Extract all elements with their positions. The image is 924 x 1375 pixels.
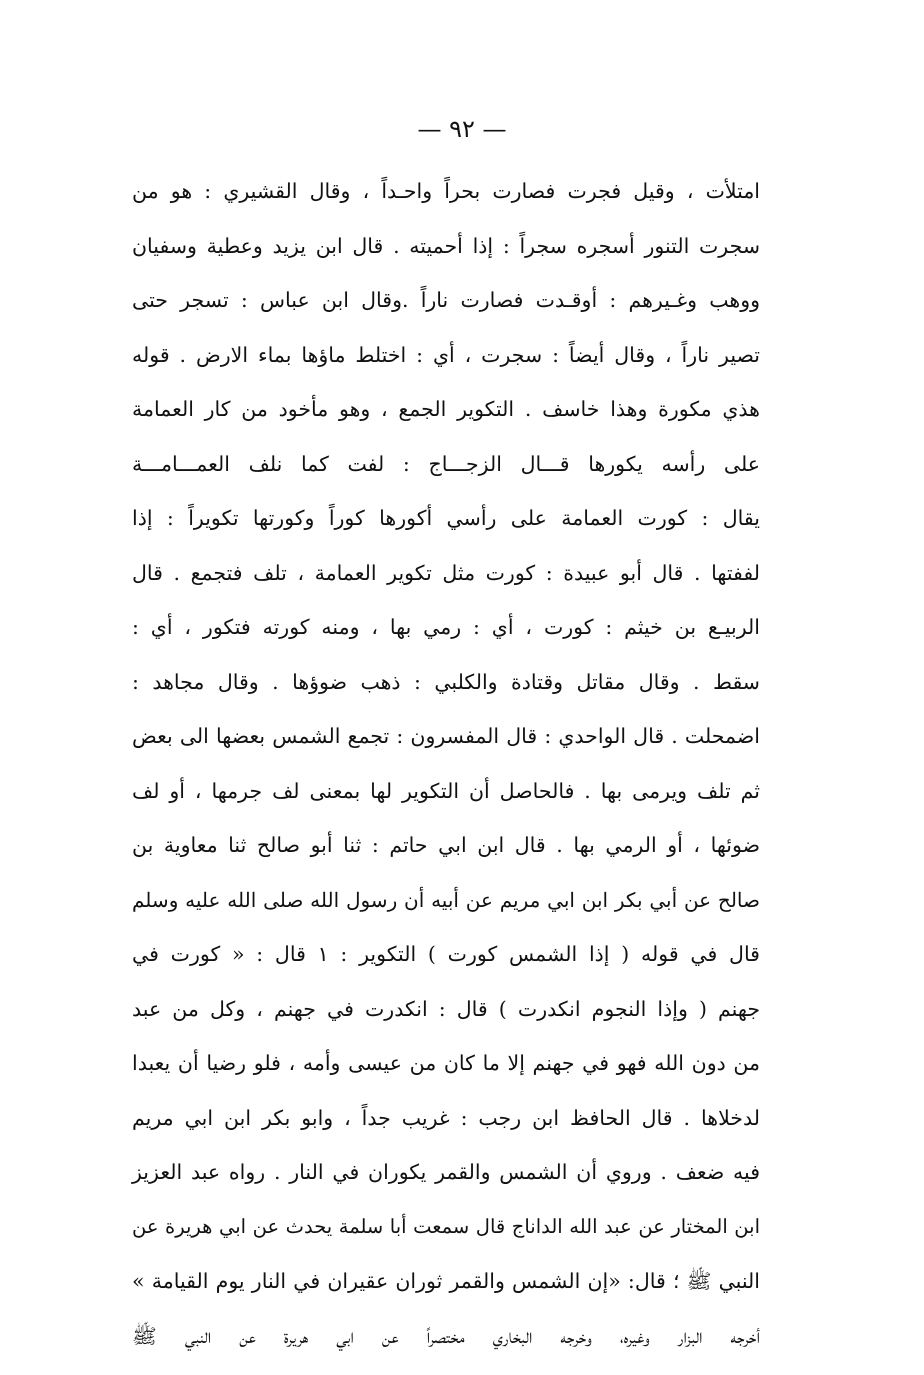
page-number: — ٩٢ — [0,112,924,146]
text-line: تصير ناراً ، وقال أيضاً : سجرت ، أي : اختلط ماؤها بماء الارض . قوله [132,340,760,395]
body-text [132,176,760,1375]
text-line: من دون الله فهو في جهنم إلا ما كان من عيسى وأمه ، فلو رضيا أن يعبدا [132,1048,760,1103]
text-line: يقال : كورت العمامة على رأسي أكورها كوراً وكورتها تكويراً : إذا [132,503,760,558]
text-line: أخرجه البزار وغيره، وخرجه البخاري مختصراً عن ابي هريرة عن النبي ﷺ [132,1321,760,1375]
text-line: لدخلاها . قال الحافظ ابن رجب : غريب جداً ، وابو بكر ابن ابي مريم [132,1103,760,1158]
text-line: على رأسه يكورها قـــال الزجـــاج : لفت كما نلف العمـــامـــة [132,449,760,504]
text-line: جهنم ( وإذا النجوم انكدرت ) قال : انكدرت في جهنم ، وكل من عبد [132,994,760,1049]
text-line: امتلأت ، وقيل فجرت فصارت بحراً واحـداً ، وقال القشيري : هو من [132,176,760,231]
text-line: الربيـع بن خيثم : كورت ، أي : رمي بها ، ومنه كورته فتكور ، أي : [132,612,760,667]
text-line: صالح عن أبي بكر ابن ابي مريم عن أبيه أن رسول الله صلى الله عليه وسلم [132,885,760,940]
text-line: لففتها . قال أبو عبيدة : كورت مثل تكوير العمامة ، تلف فتجمع . قال [132,558,760,613]
text-line: ووهب وغـيرهم : أوقـدت فصارت ناراً .وقال ابن عباس : تسجر حتى [132,285,760,340]
text-line: ابن المختار عن عبد الله الداناج قال سمعت أبا سلمة يحدث عن ابي هريرة عن [132,1212,760,1267]
text-line: ضوئها ، أو الرمي بها . قال ابن ابي حاتم : ثنا أبو صالح ثنا معاوية بن [132,830,760,885]
text-line: قال في قوله ( إذا الشمس كورت ) التكوير : ١ قال : « كورت في [132,939,760,994]
text-line: سقط . وقال مقاتل وقتادة والكلبي : ذهب ضوؤها . وقال مجاهد : [132,667,760,722]
text-line: اضمحلت . قال الواحدي : قال المفسرون : تجمع الشمس بعضها الى بعض [132,721,760,776]
text-line: هذي مكورة وهذا خاسف . التكوير الجمع ، وهو مأخود من كار العمامة [132,394,760,449]
text-line: النبي ﷺ ؛ قال: «إن الشمس والقمر ثوران عقيران في النار يوم القيامة » [132,1266,760,1321]
text-line: سجرت التنور أسجره سجراً : إذا أحميته . قال ابن يزيد وعطية وسفيان [132,231,760,286]
text-line: ثم تلف ويرمى بها . فالحاصل أن التكوير لها بمعنى لف جرمها ، أو لف [132,776,760,831]
text-line: فيه ضعف . وروي أن الشمس والقمر يكوران في النار . رواه عبد العزيز [132,1157,760,1212]
